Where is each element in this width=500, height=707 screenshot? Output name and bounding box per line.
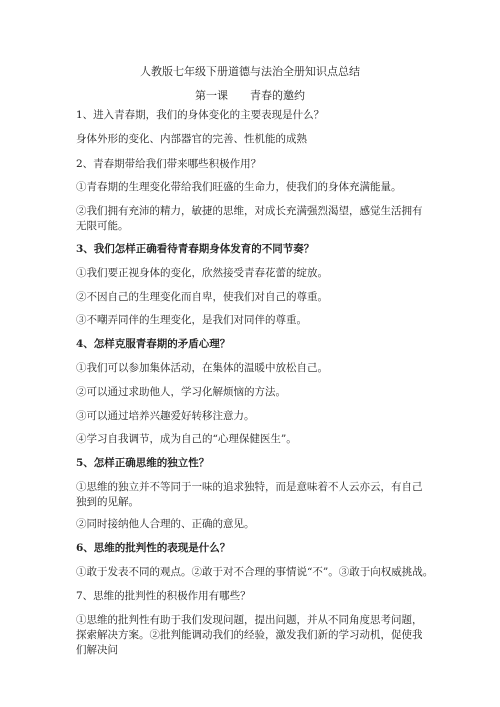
answer-2-item-2: ②我们拥有充沛的精力，敏捷的思维，对成长充满强烈渴望，感觉生活拥有无限可能。	[76, 205, 423, 232]
answer-5-item-1: ①思维的独立并不等同于一味的追求独特，而是意味着不人云亦云，有自己独到的见解。	[76, 481, 423, 508]
answer-7: ①思维的批判性有助于我们发现问题，提出问题，并从不同角度思考问题，探索解决方案。②批判能调动我们的经验，激发我们新的学习动机，促使我们解决问	[76, 614, 423, 656]
document-title: 人教版七年级下册道德与法治全册知识点总结	[140, 65, 360, 78]
answer-3-item-3: ③不嘲弄同伴的生理变化，是我们对同伴的尊重。	[76, 314, 307, 326]
answer-3-item-2: ②不因自己的生理变化而自卑，使我们对自己的尊重。	[76, 291, 328, 303]
answer-1: 身体外形的变化、内部器官的完善、性机能的成熟	[76, 133, 307, 145]
answer-4-item-2: ②可以通过求助他人，学习化解烦恼的方法。	[76, 386, 286, 398]
question-6: 6、思维的批判性的表现是什么？	[76, 542, 231, 554]
answer-4-item-4: ④学习自我调节，成为自己的“心理保健医生”。	[76, 433, 297, 445]
question-3: 3、我们怎样正确看待青春期身体发育的不同节奏？	[76, 243, 315, 255]
question-1: 1、进入青春期，我们的身体变化的主要表现是什么？	[76, 109, 325, 121]
question-2: 2、青春期带给我们带来哪些积极作用？	[76, 158, 262, 170]
lesson-name: 青春的邀约	[250, 89, 305, 102]
answer-4-item-3: ③可以通过培养兴趣爱好转移注意力。	[76, 410, 255, 422]
question-7: 7、思维的批判性的积极作用有哪些？	[76, 590, 251, 602]
answer-6: ①敢于发表不同的观点。②敢于对不合理的事情说“不”。③敢于向权威挑战。	[76, 566, 434, 578]
question-4: 4、怎样克服青春期的矛盾心理？	[76, 338, 231, 350]
answer-3-item-1: ①我们要正视身体的变化，欣然接受青春花蕾的绽放。	[76, 267, 328, 279]
answer-2-item-1: ①青春期的生理变化带给我们旺盛的生命力，使我们的身体充满能量。	[76, 181, 402, 193]
question-5: 5、怎样正确思维的独立性？	[76, 457, 210, 469]
lesson-number: 第一课	[195, 89, 228, 102]
answer-5-item-2: ②同时接纳他人合理的、正确的意见。	[76, 518, 255, 530]
lesson-heading	[0, 87, 500, 103]
answer-4-item-1: ①我们可以参加集体活动，在集体的温暖中放松自己。	[76, 362, 328, 374]
